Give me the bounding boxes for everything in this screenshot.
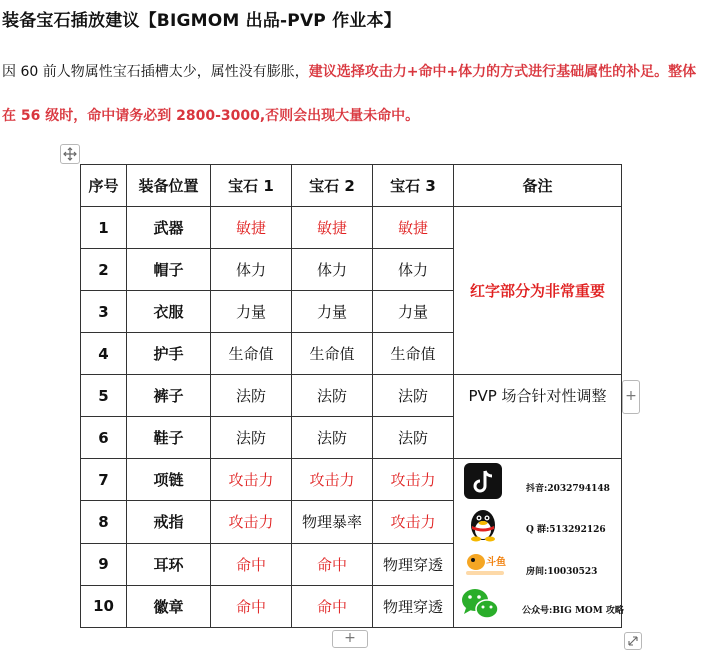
contact-qq <box>454 501 621 543</box>
gem-cell: 攻击力 <box>211 501 292 543</box>
douyu-logo-icon <box>464 549 508 577</box>
gem-cell: 体力 <box>292 249 373 291</box>
gem-cell: 攻击力 <box>373 459 454 501</box>
header-cell: 宝石 2 <box>292 165 373 207</box>
gem-cell: 命中 <box>292 543 373 585</box>
equipment-slot: 徽章 <box>127 585 211 627</box>
note-pvp-text: PVP 场合针对性调整 <box>468 387 607 405</box>
gem-cell: 法防 <box>373 417 454 459</box>
contact-douyin <box>454 459 621 501</box>
gem-cell: 法防 <box>292 417 373 459</box>
gem-cell: 生命值 <box>373 333 454 375</box>
move-icon <box>63 147 77 161</box>
gem-cell: 物理穿透 <box>373 543 454 585</box>
contact-douyin-text: 抖音:2032794148 <box>526 484 610 494</box>
contact-douyu <box>454 543 621 585</box>
add-column-button[interactable]: + <box>622 380 640 414</box>
equipment-slot: 鞋子 <box>127 417 211 459</box>
gem-cell: 命中 <box>292 585 373 627</box>
table-resize-handle[interactable] <box>624 632 642 650</box>
gem-cell: 法防 <box>292 375 373 417</box>
header-cell: 宝石 1 <box>211 165 292 207</box>
header-cell: 备注 <box>454 165 622 207</box>
gem-cell: 物理暴率 <box>292 501 373 543</box>
contact-qq-text: Q 群:513292126 <box>526 525 606 535</box>
gem-table <box>80 164 622 628</box>
equipment-slot: 武器 <box>127 207 211 249</box>
header-cell: 序号 <box>81 165 127 207</box>
row-number: 1 <box>81 207 127 249</box>
gem-cell: 法防 <box>211 375 292 417</box>
gem-cell: 敏捷 <box>292 207 373 249</box>
table-row <box>81 459 622 501</box>
page-title: 装备宝石插放建议【BIGMOM 出品-PVP 作业本】 <box>2 11 401 31</box>
row-number: 10 <box>81 585 127 627</box>
row-number: 9 <box>81 543 127 585</box>
gem-cell: 体力 <box>373 249 454 291</box>
add-row-button[interactable]: + <box>332 630 368 648</box>
header-cell: 装备位置 <box>127 165 211 207</box>
gem-cell: 体力 <box>211 249 292 291</box>
gem-cell: 生命值 <box>211 333 292 375</box>
note-cell-important <box>454 207 622 375</box>
equipment-slot: 项链 <box>127 459 211 501</box>
gem-cell: 力量 <box>211 291 292 333</box>
note-important-text: 红字部分为非常重要 <box>469 282 605 300</box>
row-number: 8 <box>81 501 127 543</box>
equipment-slot: 衣服 <box>127 291 211 333</box>
row-number: 3 <box>81 291 127 333</box>
equipment-slot: 帽子 <box>127 249 211 291</box>
gem-cell: 法防 <box>211 417 292 459</box>
equipment-slot: 耳环 <box>127 543 211 585</box>
resize-icon <box>627 635 639 647</box>
equipment-slot: 护手 <box>127 333 211 375</box>
gem-cell: 物理穿透 <box>373 585 454 627</box>
row-number: 2 <box>81 249 127 291</box>
douyin-icon <box>464 463 502 499</box>
gem-cell: 力量 <box>292 291 373 333</box>
gem-cell: 敏捷 <box>373 207 454 249</box>
qq-penguin-icon <box>468 506 498 542</box>
douyu-logo-text: 斗鱼 <box>486 557 506 568</box>
gem-cell: 力量 <box>373 291 454 333</box>
table-row <box>81 375 622 417</box>
row-number: 4 <box>81 333 127 375</box>
table-row <box>81 207 622 249</box>
gem-cell: 命中 <box>211 543 292 585</box>
equipment-slot: 裤子 <box>127 375 211 417</box>
contact-douyu-text: 房间:10030523 <box>526 567 598 577</box>
gem-cell: 攻击力 <box>211 459 292 501</box>
row-number: 6 <box>81 417 127 459</box>
wechat-icon <box>460 587 500 621</box>
table-header-row <box>81 165 622 207</box>
gem-cell: 法防 <box>373 375 454 417</box>
intro-important-text: 建议选择攻击力+命中+体力的方式进行基础属性的补足。整体在 56 级时，命中请务必到 2800-3000,否则会出现大量未命中。 <box>2 64 697 124</box>
gem-cell: 攻击力 <box>373 501 454 543</box>
gem-cell: 敏捷 <box>211 207 292 249</box>
intro-plain-text: 因 60 前人物属性宝石插槽太少，属性没有膨胀， <box>2 64 309 80</box>
row-number: 5 <box>81 375 127 417</box>
header-cell: 宝石 3 <box>373 165 454 207</box>
gem-cell: 生命值 <box>292 333 373 375</box>
row-number: 7 <box>81 459 127 501</box>
note-cell-contacts <box>454 459 622 628</box>
contact-wechat-text: 公众号:BIG MOM 攻略 <box>522 606 624 616</box>
gem-cell: 攻击力 <box>292 459 373 501</box>
equipment-slot: 戒指 <box>127 501 211 543</box>
gem-cell: 命中 <box>211 585 292 627</box>
note-cell-pvp <box>454 375 622 459</box>
intro-paragraph <box>2 50 702 138</box>
contact-wechat <box>454 585 624 627</box>
table-move-handle[interactable] <box>60 144 80 164</box>
